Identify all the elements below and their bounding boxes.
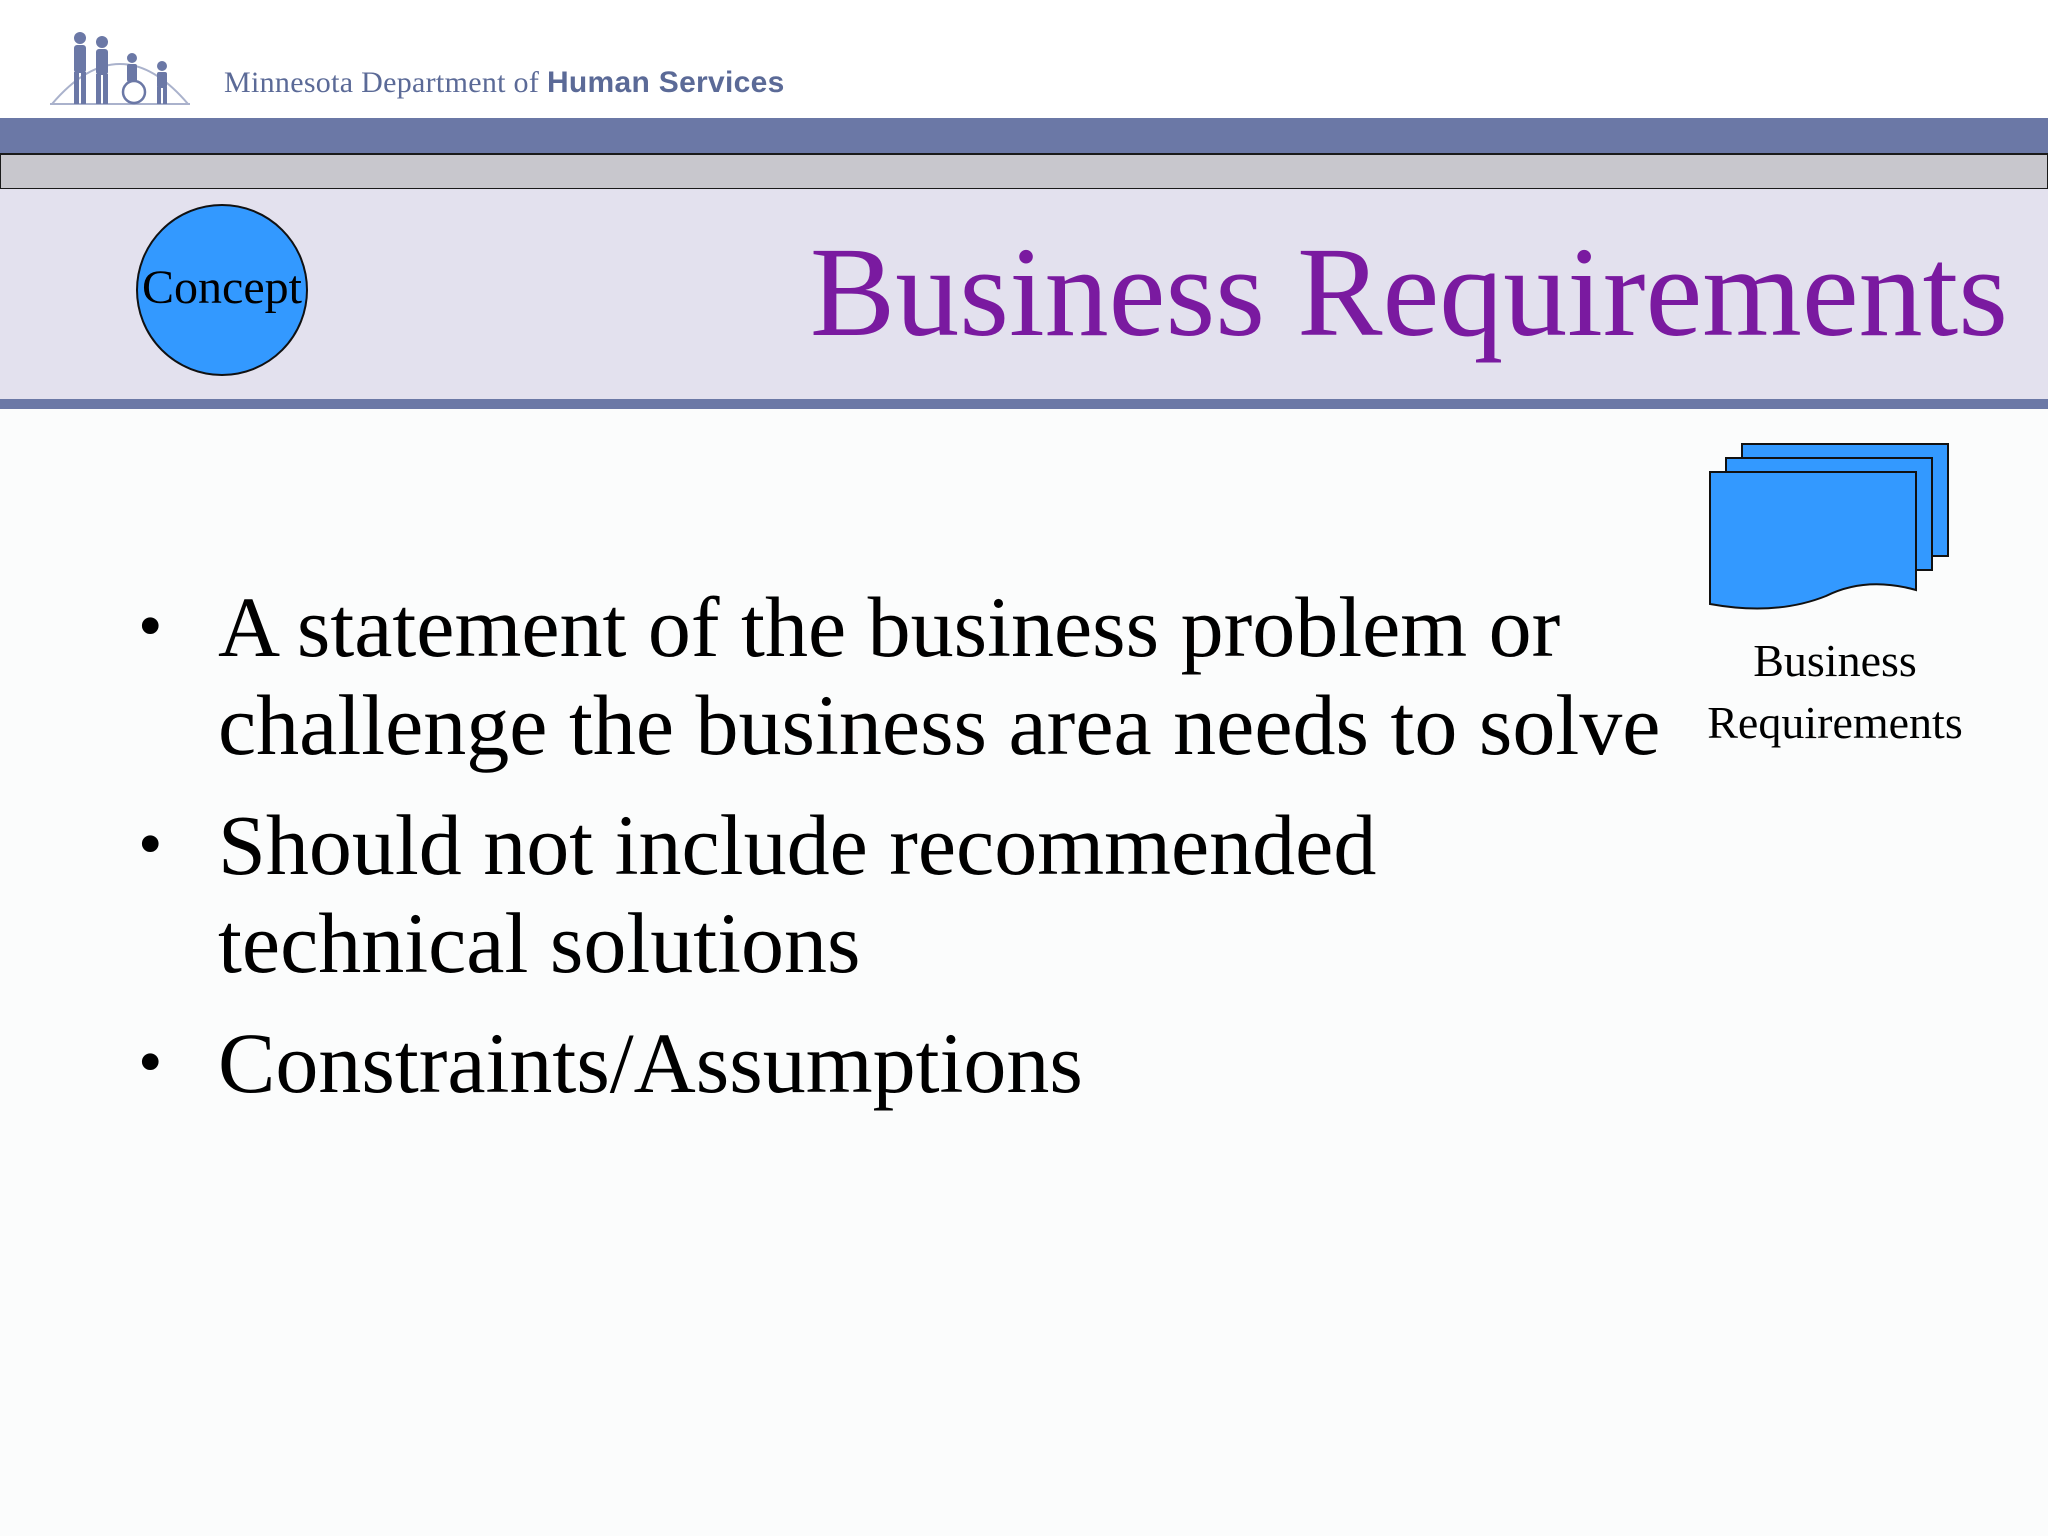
document-stack-label-line2: Requirements <box>1707 697 1963 748</box>
bullet-item <box>138 796 1668 992</box>
family-silhouette-logo-icon <box>50 28 190 106</box>
slide-title: Business Requirements <box>809 221 2008 363</box>
bullet-dot-icon: • <box>138 806 163 883</box>
bullet-item <box>138 1014 1668 1112</box>
header-gray-band <box>0 153 2048 190</box>
document-stack-label <box>1680 630 1990 754</box>
bullet-dot-icon: • <box>138 588 163 665</box>
document-stack-icon <box>1706 440 1952 616</box>
phase-badge-circle <box>136 204 308 376</box>
header-blue-band <box>0 118 2048 154</box>
bullet-text: A statement of the business problem or challenge the business area needs to solve <box>218 579 1661 773</box>
department-name-prefix: Minnesota Department of <box>224 66 547 99</box>
bullet-item <box>138 578 1668 774</box>
bullet-text: Constraints/Assumptions <box>218 1015 1083 1111</box>
header-logo-area <box>0 0 2048 118</box>
bullet-dot-icon: • <box>138 1024 163 1101</box>
bullet-text: Should not include recommended technical solutions <box>218 797 1377 991</box>
phase-badge-label: Concept <box>142 260 302 314</box>
department-name <box>224 66 785 100</box>
title-underline-band <box>0 399 2048 409</box>
bullet-list <box>138 578 1668 1134</box>
department-name-bold: Human Services <box>546 66 785 99</box>
document-stack-label-line1: Business <box>1753 635 1917 686</box>
